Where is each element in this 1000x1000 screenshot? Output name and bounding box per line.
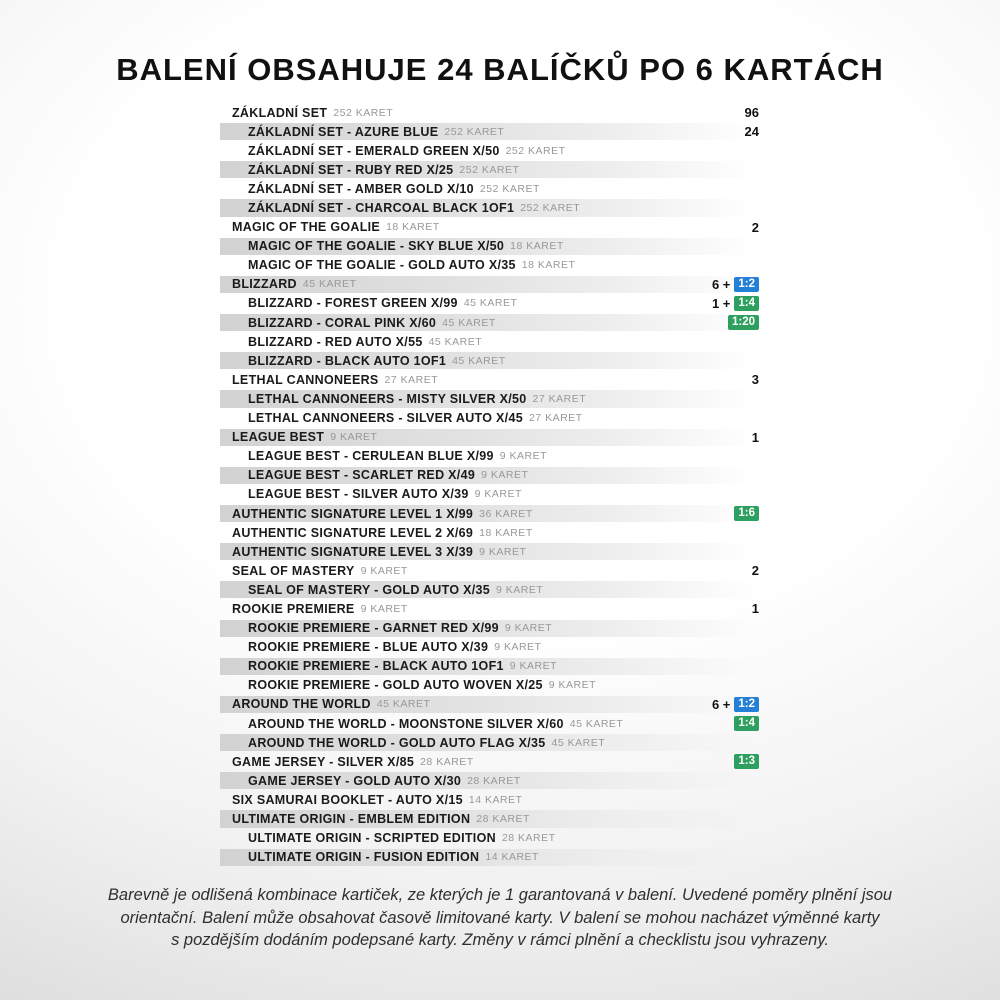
item-name: ZÁKLADNÍ SET [232,105,328,120]
item-value-area [752,372,765,387]
item-value: 6 + [711,696,731,712]
list-item [220,313,765,332]
item-value-area [712,296,765,311]
item-name: ULTIMATE ORIGIN - SCRIPTED EDITION [248,831,496,846]
list-item [220,370,765,389]
list-item [220,657,765,676]
item-name: LEAGUE BEST [232,430,325,445]
item-name: ZÁKLADNÍ SET - EMERALD GREEN X/50 [248,143,500,158]
footnote-line: orientační. Balení může obsahovat časově limitované karty. V balení se mohou nacházet výměnné karty [120,908,880,927]
item-count: 252 KARET [479,182,540,195]
item-count: 18 KARET [521,259,576,272]
item-value-area [745,124,765,139]
item-count: 18 KARET [386,221,440,234]
item-name: LEAGUE BEST - SILVER AUTO X/39 [248,487,469,502]
item-count: 9 KARET [360,602,408,615]
item-count: 18 KARET [510,240,564,253]
item-value-area [728,315,765,330]
item-value: 2 [751,563,759,579]
list-item [220,275,765,294]
item-count: 9 KARET [330,431,378,444]
item-value: 24 [744,124,759,140]
list-item [220,504,765,523]
list-item [220,122,765,141]
item-count: 9 KARET [504,622,553,635]
item-name: ROOKIE PREMIERE - BLACK AUTO 1OF1 [248,659,504,674]
footnote-line: s pozdějším dodáním podepsané karty. Změny v rámci plnění a checklistu jsou vyhrazeny. [171,931,829,949]
item-count: 9 KARET [499,450,548,463]
item-count: 28 KARET [476,813,530,826]
item-name: ROOKIE PREMIERE [232,601,355,616]
list-item [220,103,765,122]
item-name: SEAL OF MASTERY [232,563,355,578]
ratio-badge: 1:6 [734,506,759,521]
list-item [220,179,765,198]
item-name: LETHAL CANNONEERS [232,372,379,387]
item-count: 252 KARET [459,163,520,176]
item-count: 28 KARET [467,774,521,787]
ratio-badge: 1:2 [734,277,759,292]
item-name: AUTHENTIC SIGNATURE LEVEL 1 X/99 [232,506,474,521]
item-name: BLIZZARD - FOREST GREEN X/99 [248,296,458,311]
ratio-badge: 1:2 [734,697,759,712]
item-count: 28 KARET [501,832,556,845]
item-name: SEAL OF MASTERY - GOLD AUTO X/35 [248,582,491,597]
item-value: 1 + [711,295,731,311]
item-name: MAGIC OF THE GOALIE - SKY BLUE X/50 [248,239,505,254]
item-name: GAME JERSEY - SILVER X/85 [232,754,415,769]
ratio-badge: 1:3 [734,754,759,769]
item-count: 45 KARET [302,278,357,291]
item-count: 9 KARET [479,545,527,558]
item-name: LEAGUE BEST - SCARLET RED X/49 [248,468,476,483]
list-item [220,619,765,638]
item-value: 1 [751,601,759,617]
list-item [220,447,765,466]
item-count: 36 KARET [479,507,533,520]
item-value: 96 [744,105,759,121]
item-name: AUTHENTIC SIGNATURE LEVEL 3 X/39 [232,544,474,559]
item-name: LEAGUE BEST - CERULEAN BLUE X/99 [248,449,494,464]
list-item [220,676,765,695]
list-item [220,485,765,504]
item-count: 252 KARET [333,106,394,119]
item-name: AROUND THE WORLD [232,697,371,712]
footnote-line: Barevně je odlišená kombinace kartiček, ze kterých je 1 garantovaná v balení. Uvedené poměry plnění jsou [107,886,893,904]
list-item [220,599,765,618]
list-item [220,256,765,275]
list-item [220,523,765,542]
list-item [220,141,765,160]
item-count: 9 KARET [474,488,522,501]
item-count: 252 KARET [444,125,505,138]
list-item [220,237,765,256]
list-item [220,294,765,313]
list-item [220,848,765,867]
list-item [220,466,765,485]
item-name: ZÁKLADNÍ SET - AZURE BLUE [248,124,439,139]
list-item [220,714,765,733]
list-item [220,771,765,790]
item-count: 9 KARET [481,469,529,482]
item-count: 28 KARET [420,755,474,768]
item-name: ROOKIE PREMIERE - BLUE AUTO X/39 [248,640,489,655]
item-value: 1 [751,429,759,445]
list-item [220,809,765,828]
list-item [220,160,765,179]
item-name: AROUND THE WORLD - MOONSTONE SILVER X/60 [248,716,564,731]
item-name: ZÁKLADNÍ SET - AMBER GOLD X/10 [248,181,474,196]
item-name: BLIZZARD - RED AUTO X/55 [248,334,423,349]
list-item [220,332,765,351]
item-value-area [752,430,765,445]
list-item [220,428,765,447]
item-name: BLIZZARD - CORAL PINK X/60 [248,315,437,330]
ratio-badge: 1:4 [734,296,759,311]
item-value-area [734,506,765,521]
item-count: 9 KARET [496,583,544,596]
item-name: AROUND THE WORLD - GOLD AUTO FLAG X/35 [248,735,546,750]
item-count: 45 KARET [551,736,606,749]
item-name: LETHAL CANNONEERS - SILVER AUTO X/45 [248,411,523,426]
item-count: 45 KARET [452,354,506,367]
item-value: 3 [751,372,759,388]
item-name: ROOKIE PREMIERE - GOLD AUTO WOVEN X/25 [248,678,543,693]
item-name: ZÁKLADNÍ SET - CHARCOAL BLACK 1OF1 [248,201,515,216]
list-item [220,733,765,752]
item-name: AUTHENTIC SIGNATURE LEVEL 2 X/69 [232,525,474,540]
item-name: SIX SAMURAI BOOKLET - AUTO X/15 [232,792,463,807]
item-value-area [734,716,765,731]
release-list [220,103,765,867]
list-item [220,542,765,561]
item-count: 14 KARET [468,793,523,806]
item-count: 18 KARET [479,526,533,539]
item-count: 14 KARET [485,851,539,864]
item-value: 6 + [711,276,731,292]
item-value: 2 [751,219,759,235]
item-count: 27 KARET [532,392,587,405]
item-count: 45 KARET [442,316,496,329]
list-item [220,409,765,428]
footnote [0,884,1000,952]
list-item [220,389,765,408]
item-name: BLIZZARD - BLACK AUTO 1OF1 [248,353,447,368]
item-count: 27 KARET [384,373,439,386]
item-name: GAME JERSEY - GOLD AUTO X/30 [248,773,462,788]
item-count: 45 KARET [376,698,431,711]
item-name: BLIZZARD [232,277,297,292]
page-title: BALENÍ OBSAHUJE 24 BALÍČKŮ PO 6 KARTÁCH [116,52,884,87]
item-value-area [745,105,765,120]
item-count: 9 KARET [509,660,558,673]
item-count: 9 KARET [548,679,597,692]
item-count: 252 KARET [520,202,581,215]
list-item [220,695,765,714]
item-name: ULTIMATE ORIGIN - FUSION EDITION [248,850,480,865]
item-value-area [734,754,765,769]
item-name: MAGIC OF THE GOALIE - GOLD AUTO X/35 [248,258,516,273]
list-item [220,198,765,217]
item-value-area [752,601,765,616]
item-count: 45 KARET [428,335,483,348]
item-count: 9 KARET [360,564,408,577]
ratio-badge: 1:4 [734,716,759,731]
list-item [220,580,765,599]
ratio-badge: 1:20 [728,315,759,330]
list-item [220,351,765,370]
list-item [220,752,765,771]
item-value-area [712,697,765,712]
item-count: 45 KARET [463,297,518,310]
item-count: 9 KARET [494,641,542,654]
item-value-area [752,220,765,235]
item-name: ZÁKLADNÍ SET - RUBY RED X/25 [248,162,454,177]
list-item [220,218,765,237]
list-item [220,790,765,809]
item-value-area [752,563,765,578]
list-item [220,638,765,657]
item-count: 45 KARET [569,717,624,730]
item-count: 252 KARET [505,144,566,157]
list-item [220,561,765,580]
item-name: MAGIC OF THE GOALIE [232,220,381,235]
item-value-area [712,277,765,292]
item-name: ULTIMATE ORIGIN - EMBLEM EDITION [232,812,471,827]
item-name: LETHAL CANNONEERS - MISTY SILVER X/50 [248,391,527,406]
item-name: ROOKIE PREMIERE - GARNET RED X/99 [248,621,499,636]
item-count: 27 KARET [528,412,583,425]
list-item [220,829,765,848]
